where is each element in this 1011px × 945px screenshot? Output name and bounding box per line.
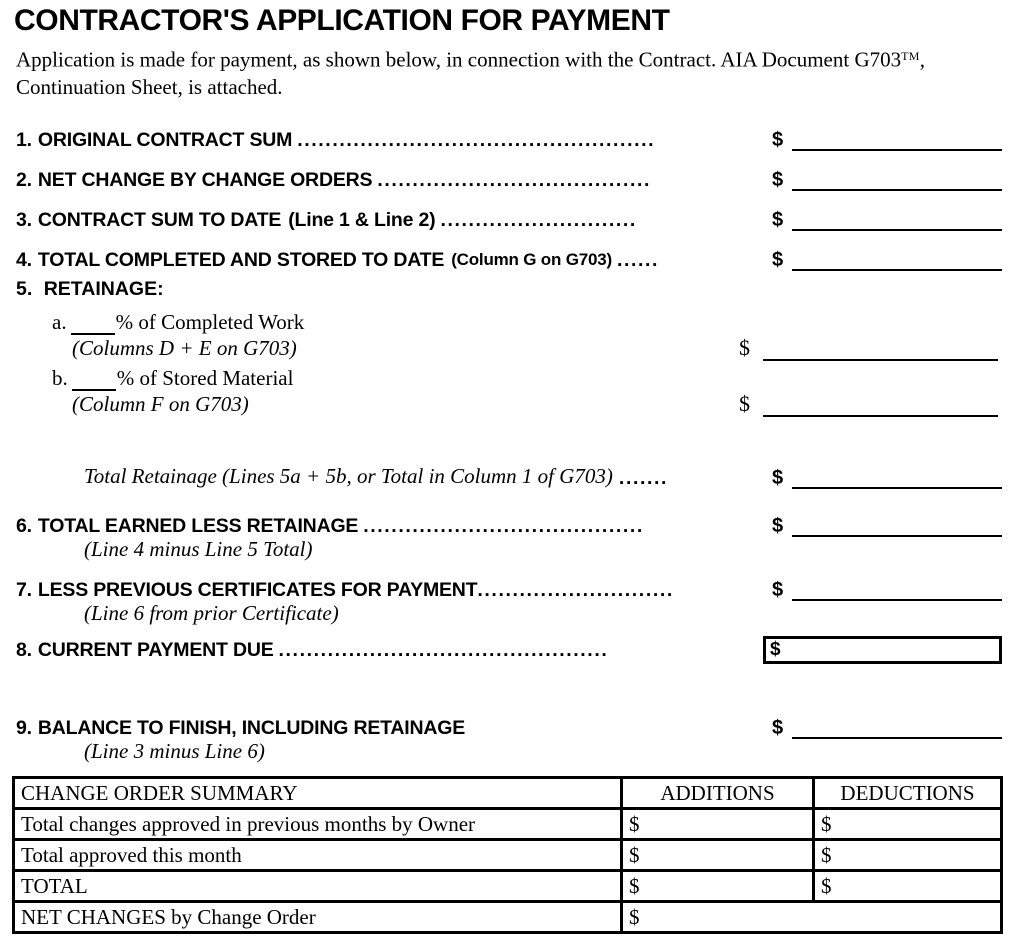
line-9-value-field[interactable]: [792, 719, 1002, 739]
table-row: [14, 809, 1002, 840]
line-8-leader: ...............................................: [278, 638, 609, 661]
line-9-number: 9.: [16, 716, 32, 739]
line-item-5-heading: [16, 277, 1011, 301]
retainage-a-percent-row: [52, 309, 998, 335]
line-item-2: [16, 151, 1002, 191]
line-4-value-field[interactable]: [792, 251, 1002, 271]
line-6-currency-symbol: $: [772, 514, 784, 537]
change-order-summary-table: [12, 776, 1003, 934]
retainage-a-percent-input[interactable]: [71, 315, 115, 335]
line-item-3: [16, 191, 1002, 231]
current-payment-due-box[interactable]: [763, 636, 1002, 664]
line-3-reference-note: (Line 1 & Line 2): [288, 208, 436, 231]
line-4-number: 4.: [16, 248, 32, 271]
intro-paragraph: [16, 43, 976, 101]
line-2-value-field[interactable]: [792, 171, 1002, 191]
line-6-label: TOTAL EARNED LESS RETAINAGE: [37, 514, 359, 537]
row-value-net-changes[interactable]: $: [622, 902, 1002, 933]
total-retainage-row: [84, 453, 1002, 489]
line-3-currency-symbol: $: [772, 208, 784, 231]
line-item-9: [16, 699, 1002, 739]
row-additions-previous-months[interactable]: $: [622, 809, 814, 840]
line-8-number: 8.: [16, 638, 32, 661]
column-header-summary: CHANGE ORDER SUMMARY: [14, 778, 622, 809]
retainage-item-b: [52, 365, 998, 417]
line-7-value-field[interactable]: [792, 581, 1002, 601]
line-2-leader: .......................................: [377, 168, 652, 191]
line-6-value-field[interactable]: [792, 517, 1002, 537]
column-header-additions: ADDITIONS: [622, 778, 814, 809]
line-9-label: BALANCE TO FINISH, INCLUDING RETAINAGE: [37, 716, 466, 739]
retainage-b-text: % of Stored Material: [116, 365, 294, 390]
row-label-this-month: Total approved this month: [14, 840, 622, 871]
total-retainage-currency-symbol: $: [772, 466, 784, 489]
retainage-a-value-field[interactable]: [763, 341, 998, 361]
line-3-number: 3.: [16, 208, 32, 231]
retainage-b-marker: b.: [52, 365, 68, 390]
intro-text-part1: Application is made for payment, as shown below, in connection with the Contract. AIA Document G703: [16, 47, 902, 72]
line-7-number: 7.: [16, 578, 32, 601]
table-row: [14, 840, 1002, 871]
retainage-a-currency-symbol: $: [739, 334, 750, 360]
retainage-b-currency-symbol: $: [739, 390, 750, 416]
row-label-net-changes: NET CHANGES by Change Order: [14, 902, 622, 933]
line-3-value-field[interactable]: [792, 211, 1002, 231]
line-9-currency-symbol: $: [772, 716, 784, 739]
line-1-value-field[interactable]: [792, 131, 1002, 151]
line-item-6: [16, 497, 1002, 537]
retainage-item-a: [52, 309, 998, 361]
line-5-label: RETAINAGE:: [43, 277, 164, 300]
line-1-number: 1.: [16, 128, 32, 151]
line-3-label: CONTRACT SUM TO DATE: [37, 208, 282, 231]
total-retainage-value-field[interactable]: [792, 469, 1002, 489]
line-6-leader: ........................................: [363, 514, 644, 537]
line-6-reference-note: (Line 4 minus Line 5 Total): [84, 536, 313, 561]
row-deductions-this-month[interactable]: $: [814, 840, 1002, 871]
line-item-1: [16, 111, 1002, 151]
line-1-label: ORIGINAL CONTRACT SUM: [37, 128, 293, 151]
application-for-payment-page: [0, 4, 1011, 945]
line-6-number: 6.: [16, 514, 32, 537]
line-4-leader: ......: [616, 248, 660, 271]
retainage-b-reference-note: (Column F on G703): [72, 391, 249, 416]
line-4-label: TOTAL COMPLETED AND STORED TO DATE: [37, 248, 445, 271]
retainage-b-percent-row: [52, 365, 998, 391]
line-7-reference-note: (Line 6 from prior Certificate): [84, 600, 339, 625]
line-item-4: [16, 231, 1002, 271]
row-deductions-previous-months[interactable]: $: [814, 809, 1002, 840]
page-title: CONTRACTOR'S APPLICATION FOR PAYMENT: [14, 4, 670, 37]
retainage-b-sub-row: [52, 391, 998, 417]
line-2-currency-symbol: $: [772, 168, 784, 191]
line-2-number: 2.: [16, 168, 32, 191]
table-header-row: [14, 778, 1002, 809]
line-4-currency-symbol: $: [772, 248, 784, 271]
line-2-label: NET CHANGE BY CHANGE ORDERS: [37, 168, 373, 191]
retainage-a-text: % of Completed Work: [115, 309, 305, 334]
retainage-a-marker: a.: [52, 309, 67, 334]
line-8-currency-symbol: $: [770, 638, 781, 660]
line-1-currency-symbol: $: [772, 128, 784, 151]
line-7-label: LESS PREVIOUS CERTIFICATES FOR PAYMENT: [37, 578, 478, 601]
row-label-previous-months: Total changes approved in previous months by Owner: [14, 809, 622, 840]
retainage-a-sub-row: [52, 335, 998, 361]
line-8-label: CURRENT PAYMENT DUE: [37, 638, 274, 661]
line-7-currency-symbol: $: [772, 578, 784, 601]
intro-text-part2: , Continuation Sheet, is attached.: [16, 47, 925, 99]
line-item-8: [16, 629, 1002, 671]
table-row: [14, 871, 1002, 902]
line-3-leader: ............................: [440, 208, 637, 231]
line-4-reference-note: (Column G on G703): [451, 249, 612, 269]
column-header-deductions: DEDUCTIONS: [814, 778, 1002, 809]
table-row: [14, 902, 1002, 933]
retainage-a-reference-note: (Columns D + E on G703): [72, 335, 297, 360]
total-retainage-label: Total Retainage (Lines 5a + 5b, or Total in Column 1 of G703): [84, 463, 613, 488]
total-retainage-leader: .......: [618, 466, 669, 489]
row-deductions-total[interactable]: $: [814, 871, 1002, 902]
row-additions-total[interactable]: $: [622, 871, 814, 902]
line-item-7: [16, 561, 1002, 601]
row-additions-this-month[interactable]: $: [622, 840, 814, 871]
trademark-superscript: TM: [901, 49, 920, 63]
line-1-leader: ...................................................: [297, 128, 656, 151]
retainage-b-value-field[interactable]: [763, 397, 998, 417]
line-9-reference-note: (Line 3 minus Line 6): [84, 738, 265, 763]
retainage-b-percent-input[interactable]: [72, 371, 116, 391]
line-5-number: 5.: [16, 277, 33, 300]
row-label-total: TOTAL: [14, 871, 622, 902]
line-7-leader: ............................: [477, 578, 674, 601]
